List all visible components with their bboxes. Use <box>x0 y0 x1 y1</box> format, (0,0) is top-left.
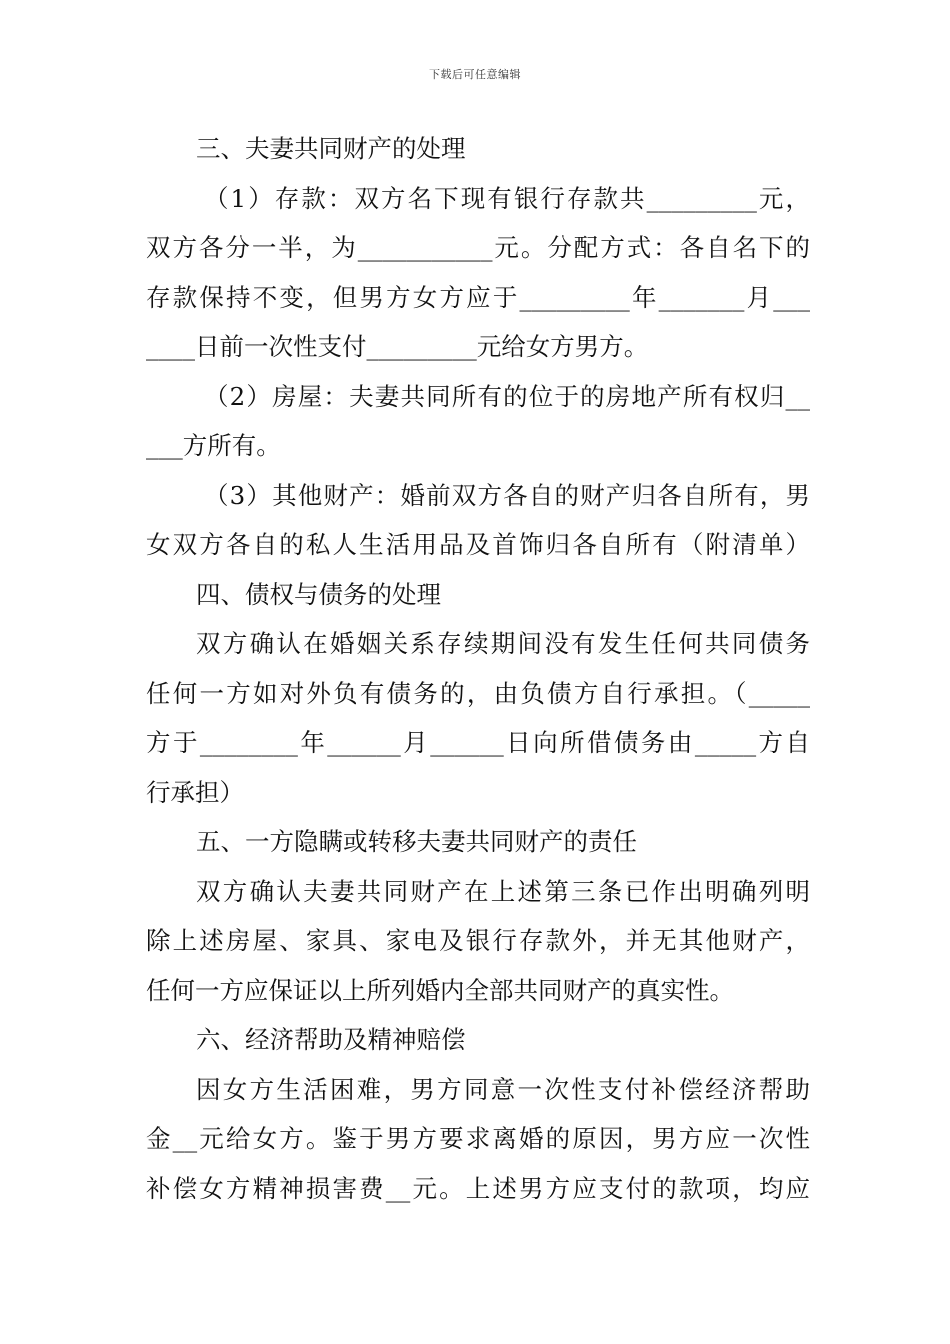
paragraph-line: 任何一方如对外负有债务的，由负债方自行承担。（_____ <box>146 678 810 708</box>
paragraph-line: 双方确认在婚姻关系存续期间没有发生任何共同债务 <box>196 629 810 658</box>
paragraph-line: 行承担） <box>146 777 244 807</box>
paragraph-line: 女双方各自的私人生活用品及首饰归各自所有（附清单） <box>146 530 810 559</box>
document-body <box>146 124 810 1213</box>
page-header-note: 下载后可任意编辑 <box>429 68 521 81</box>
paragraph-line: 任何一方应保证以上所列婚内全部共同财产的真实性。 <box>146 975 734 1005</box>
paragraph-line: 金__元给女方。鉴于男方要求离婚的原因，男方应一次性 <box>146 1124 810 1153</box>
paragraph-line: 存款保持不变，但男方女方应于_________年_______月___ <box>146 282 810 312</box>
section-heading-5: 五、一方隐瞒或转移夫妻共同财产的责任 <box>196 827 637 856</box>
section-heading-6: 六、经济帮助及精神赔偿 <box>196 1025 466 1054</box>
paragraph-line: 双方各分一半，为___________元。分配方式：各自名下的 <box>146 233 810 262</box>
paragraph-line: 因女方生活困难，男方同意一次性支付补偿经济帮助 <box>196 1074 810 1104</box>
section-heading-3: 三、夫妻共同财产的处理 <box>196 134 466 163</box>
paragraph-line: ___方所有。 <box>146 431 281 460</box>
paragraph-line: 补偿女方精神损害费__元。上述男方应支付的款项，均应 <box>146 1173 810 1203</box>
paragraph-line: 除上述房屋、家具、家电及银行存款外，并无其他财产， <box>146 926 810 955</box>
paragraph-line: 双方确认夫妻共同财产在上述第三条已作出明确列明 <box>196 876 810 906</box>
paragraph-line: ____日前一次性支付_________元给女方男方。 <box>146 332 649 361</box>
section-heading-4: 四、债权与债务的处理 <box>196 579 441 609</box>
paragraph-line: （1）存款：双方名下现有银行存款共_________元， <box>204 183 810 213</box>
paragraph-line: （3）其他财产：婚前双方各自的财产归各自所有，男 <box>204 480 810 510</box>
paragraph-line: 方于________年______月______日向所借债务由_____方自 <box>146 728 810 757</box>
paragraph-line: （2）房屋：夫妻共同所有的位于的房地产所有权归__ <box>204 381 810 411</box>
